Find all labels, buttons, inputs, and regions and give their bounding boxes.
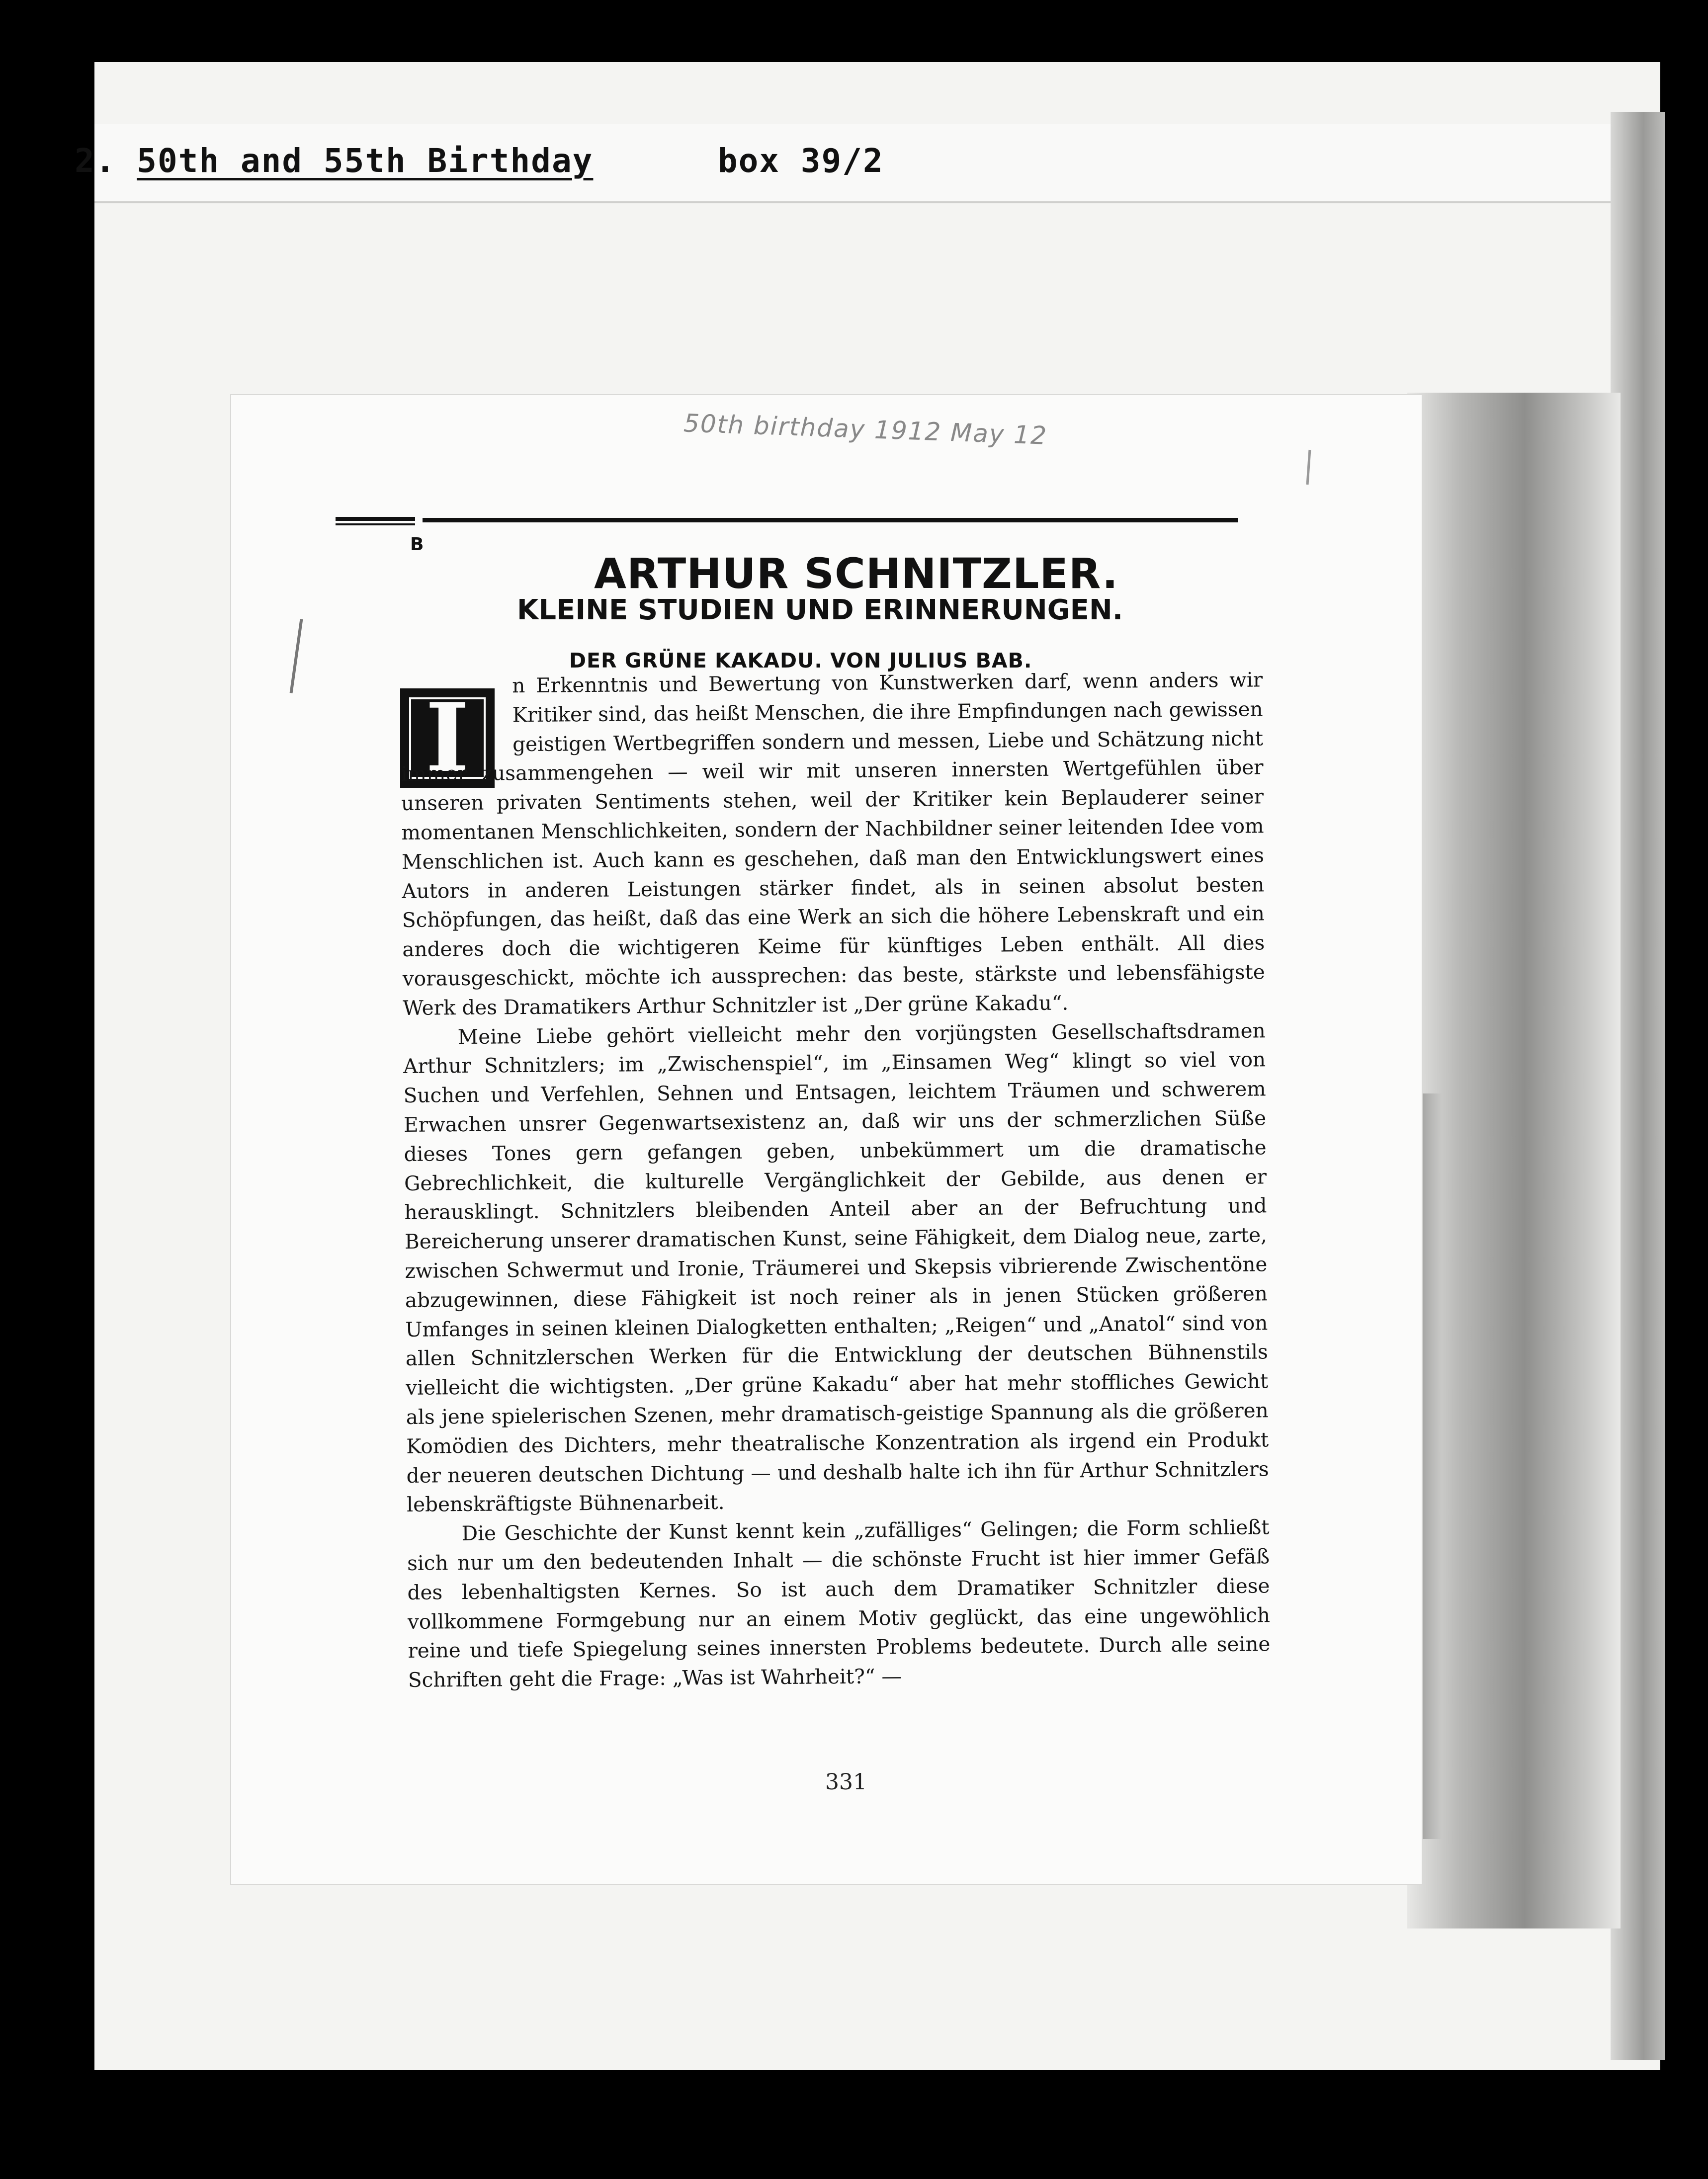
short-rule: [336, 523, 415, 525]
paragraph-2: Meine Liebe gehört vielleicht mehr den vorjüngsten Gesellschaftsdramen Arthur Schnitzlers; im „Zwischenspiel“, im „Einsamen Weg“ klingt so viel von Suchen und Verfehlen, Sehnen und Entsagen, leichtem Träumen und schwerem Erwachen unsrer Gegenwartsexistenz an, daß wir uns der schmerzlichen Süße dieses Tones gern gefangen geben, unbekümmert um die dramatische Gebrechlichkeit, die kulturelle Vergänglichkeit der Gebilde, aus denen er herausklingt. Schnitzlers bleibenden Anteil aber an der Befruchtung und Bereicherung unserer dramatischen Kunst, seine Fähigkeit, dem Dialog neue, zarte, zwischen Schwermut und Ironie, Träumerei und Skepsis vibrierende Zwischentöne abzugewinnen, diese Fähigkeit ist noch reiner als in jenen Stücken größeren Umfanges in seinen kleinen Dialogketten enthalten; „Reigen“ und „Anatol“ sind von allen Schnitzlerschen Werken für die Entwicklung der deutschen Bühnenstils vielleicht die wichtigsten. „Der grüne Kakadu“ aber hat mehr stoffliches Gewicht als jene spielerischen Szenen, mehr dramatisch-geistige Spannung als die größeren Komödien des Dichters, mehr theatralische Konzentration als irgend ein Produkt der neueren deutschen Dichtung — und deshalb halte ich ihn für Arthur Schnitzlers lebenskräftigste Bühnenarbeit.: [403, 1018, 1269, 1517]
short-rule: [336, 517, 415, 521]
dropcap-wrap-text: n Erkenntnis und Bewertung von Kunstwerken darf, wenn anders wir Kritiker sind, das heißt Menschen, die ihre Empfindungen nach gewissen geistigen Wertbegriffen sondern und messen, Liebe und Schätzung nicht: [512, 668, 1264, 756]
paragraph-continuation: immer zusammengehen — weil wir mit unseren innersten Wertgefühlen über unseren privaten Sentiments stehen, weil der Kritiker kein Beplauderer seiner momentanen Menschlichkeiten, sondern der Nachbildner seiner leitenden Idee vom Menschlichen ist. Auch kann es geschehen, daß man den Entwicklungswert eines Autors in anderen Leistungen stärker findet, als in seinen absolut besten Schöpfungen, das heißt, daß das eine Werk an sich die höhere Lebenskraft und ein anderes doch die wichtigeren Keime für künftiges Leben enthält. All dies vorausgeschickt, möchte ich aussprechen: das beste, stärkste und lebensfähigste Werk des Dramatikers Arthur Schnitzler ist „Der grüne Kakadu“.: [401, 755, 1265, 1020]
drop-cap-letter: I: [425, 682, 470, 793]
section-mark: B: [410, 534, 424, 555]
article-subtitle: KLEINE STUDIEN UND ERINNERUNGEN.: [517, 594, 1123, 626]
header-box: box 39/2: [717, 142, 884, 180]
page-number: 331: [825, 1769, 867, 1795]
handwritten-date: 50th birthday 1912 May 12: [683, 409, 1048, 450]
archive-header: [75, 142, 884, 180]
header-collection: 50th and 55th Birthday: [137, 142, 594, 180]
article-title: ARTHUR SCHNITZLER.: [594, 549, 1118, 598]
header-rule: [423, 518, 1238, 522]
section-title: DER GRÜNE KAKADU. VON JULIUS BAB.: [569, 649, 1032, 672]
paragraph-1: [400, 665, 1265, 1022]
header-prefix: 2.: [75, 142, 116, 180]
paragraph-3: Die Geschichte der Kunst kennt kein „zufälliges“ Gelingen; die Form schließt sich nur um den bedeutenden Inhalt — die schönste Frucht ist hier immer Gefäß des lebenhaltigsten Kernes. So ist auch dem Dramatiker Schnitzler diese vollkommene Formgebung nur an einem Motiv geglückt, das eine ungewöhlich reine und tiefe Spiegelung seines innersten Problems bedeutete. Durch alle seine Schriften geht die Frage: „Was ist Wahrheit?“ —: [407, 1515, 1271, 1692]
article-body: [400, 665, 1271, 1694]
